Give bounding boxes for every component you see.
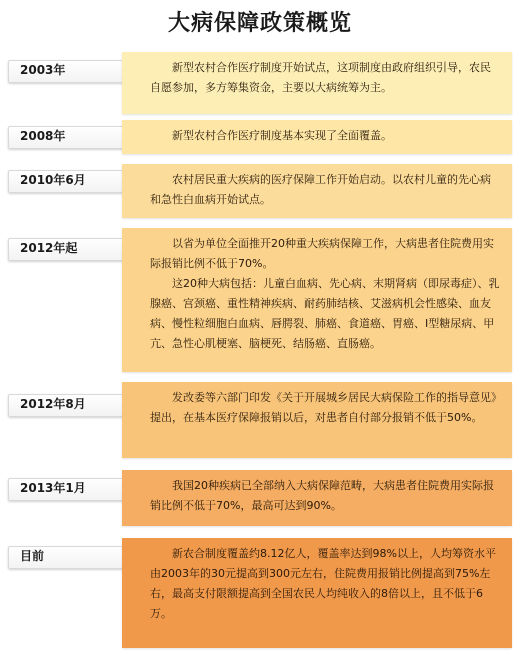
policy-text: 这20种大病包括：儿童白血病、先心病、末期肾病（即尿毒症）、乳腺癌、宫颈癌、重性精神疾病、耐药肺结核、艾滋病机会性感染、血友病、慢性粒细胞白血病、唇腭裂、肺癌、食道癌、胃癌、Ⅰ型糖尿病、甲亢、急性心肌梗塞、脑梗死、结肠癌、直肠癌。: [150, 277, 500, 350]
date-label: 目前: [20, 549, 45, 563]
date-label: 2012年8月: [20, 397, 86, 411]
policy-text: 农村居民重大疾病的医疗保障工作开始启动。以农村儿童的先心病和急性白血病开始试点。: [150, 173, 491, 206]
policy-text: 发改委等六部门印发《关于开展城乡居民大病保险工作的指导意见》提出，在基本医疗保障报销以后，对患者自付部分报销不低于50%。: [150, 391, 497, 424]
date-label: 2013年1月: [20, 481, 86, 495]
page-title: 大病保障政策概览: [167, 11, 352, 36]
policy-box: [122, 538, 512, 648]
policy-box: [122, 164, 512, 218]
policy-text: 以省为单位全面推开20种重大疾病保障工作，大病患者住院费用实际报销比例不低于70%。: [150, 237, 494, 270]
policy-text: 新农合制度覆盖约8.12亿人，覆盖率达到98%以上，人均筹资水平由2003年的30元提高到300元左右，住院费用报销比例提高到75%左右，最高支付限额提高到全国农民人均纯收入的8倍以上，且不低于6万。: [150, 547, 496, 620]
policy-text: 我国20种疾病已全部纳入大病保障范畴，大病患者住院费用实际报销比例不低于70%，最高可达到90%。: [150, 479, 494, 512]
policy-text: 新型农村合作医疗制度基本实现了全面覆盖。: [172, 129, 392, 142]
date-label: 2012年起: [20, 241, 78, 255]
policy-box: [122, 52, 512, 114]
date-label: 2003年: [20, 63, 66, 77]
policy-box: [122, 382, 512, 458]
policy-text: 新型农村合作医疗制度开始试点，这项制度由政府组织引导，农民自愿参加，多方筹集资金，主要以大病统筹为主。: [150, 61, 491, 94]
policy-box: [122, 120, 512, 154]
policy-box: [122, 228, 512, 372]
policy-box: [122, 470, 512, 526]
date-label: 2008年: [20, 129, 66, 143]
date-label: 2010年6月: [20, 173, 86, 187]
